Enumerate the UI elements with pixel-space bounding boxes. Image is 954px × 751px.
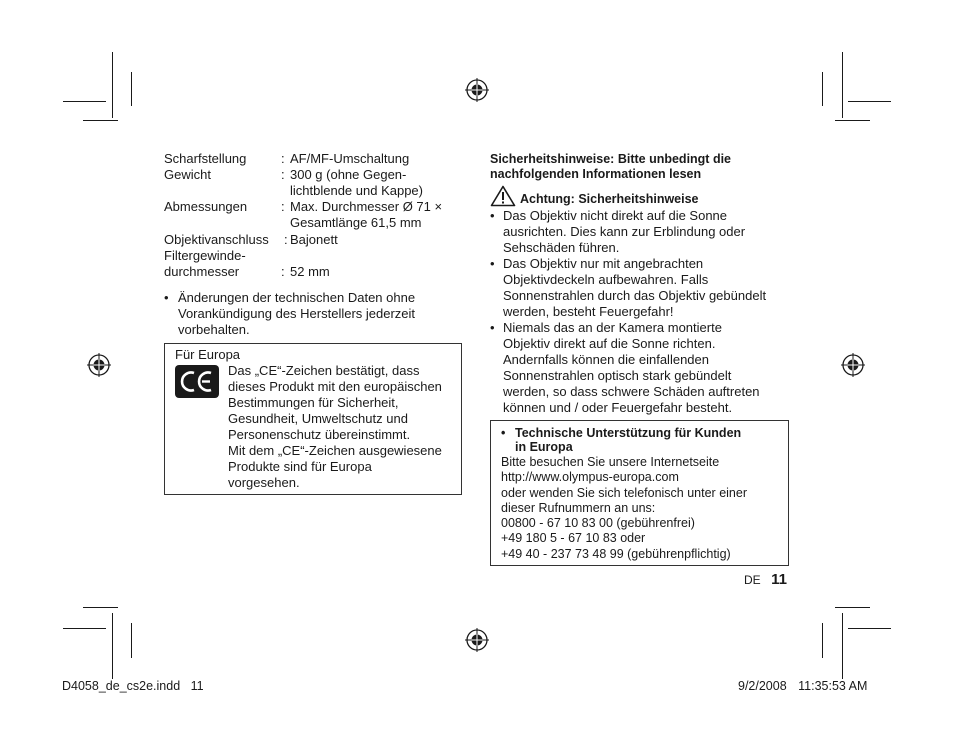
safety-item: [490, 256, 790, 320]
safety-line: Objektiv direkt auf die Sonne richten.: [503, 336, 716, 351]
ce-logo-graphic: [175, 365, 219, 398]
spec-label-line: durchmesser: [164, 264, 240, 279]
safety-line: können und / oder Feuergefahr besteht.: [503, 400, 733, 415]
safety-line: Sonnenstrahlen optisch stark gebündelt: [503, 368, 732, 383]
spec-label: Scharfstellung: [164, 151, 247, 166]
ce-text-line: Gesundheit, Umweltschutz und: [228, 411, 408, 426]
ce-text-line: Mit dem „CE“-Zeichen ausgewiesene: [228, 443, 442, 458]
ce-text-line: dieses Produkt mit den europäischen: [228, 379, 442, 394]
registration-mark-icon: [841, 353, 865, 377]
ce-logo-icon: [175, 365, 219, 398]
spec-value-line: Bajonett: [290, 232, 338, 247]
spec-colon: :: [281, 167, 285, 182]
spec-value: [290, 167, 466, 199]
support-line: Bitte besuchen Sie unsere Internetseite: [501, 455, 720, 469]
safety-line: Das Objektiv nur mit angebrachten: [503, 256, 704, 271]
spec-label-line: Filtergewinde-: [164, 248, 246, 263]
safety-item: [490, 320, 790, 416]
caution-label: Achtung: Sicherheitshinweise: [520, 192, 699, 206]
spec-label: Objektivanschluss: [164, 232, 269, 247]
spec-label: [164, 248, 246, 280]
note-line: Änderungen der technischen Daten ohne: [178, 290, 416, 305]
safety-heading-line: Sicherheitshinweise: Bitte unbedingt die: [490, 152, 732, 166]
safety-heading-line: nachfolgenden Informationen lesen: [490, 167, 702, 181]
crop-mark: [835, 607, 870, 608]
crop-mark: [842, 52, 843, 118]
crop-mark: [131, 623, 132, 658]
support-heading: [501, 426, 781, 454]
support-box: [490, 420, 789, 566]
ce-text-line: vorgesehen.: [228, 475, 300, 490]
safety-line: Sehschäden führen.: [503, 240, 620, 255]
crop-mark: [822, 72, 823, 106]
bullet: •: [501, 426, 506, 440]
spec-colon: :: [281, 199, 285, 214]
footer-file: D4058_de_cs2e.indd 11: [62, 679, 204, 693]
safety-line: Andernfalls können die einfallenden: [503, 352, 709, 367]
ce-text-line: Das „CE“-Zeichen bestätigt, dass: [228, 363, 420, 378]
ce-text-line: Bestimmungen für Sicherheit,: [228, 395, 399, 410]
safety-line: werden, so dass schwere Schäden auftreten: [503, 384, 760, 399]
safety-line: Sonnenstrahlen durch das Objektiv gebündelt: [503, 288, 767, 303]
spec-note: [164, 290, 454, 338]
safety-line: Niemals das an der Kamera montierte: [503, 320, 722, 335]
safety-heading: [490, 152, 790, 182]
spec-colon: :: [281, 264, 285, 279]
spec-colon: :: [281, 151, 285, 166]
page-label: [744, 571, 787, 589]
ce-text-line: Produkte sind für Europa: [228, 459, 372, 474]
safety-line: werden, besteht Feuergefahr!: [503, 304, 674, 319]
crop-mark: [848, 628, 891, 629]
safety-item: [490, 208, 790, 256]
registration-mark-icon: [465, 628, 489, 652]
spec-value: [290, 264, 466, 280]
spec-colon: :: [284, 232, 288, 247]
spec-value-line: Gesamtlänge 61,5 mm: [290, 215, 422, 230]
bullet: •: [490, 256, 495, 271]
safety-line: Das Objektiv nicht direkt auf die Sonne: [503, 208, 728, 223]
crop-mark: [63, 628, 106, 629]
crop-mark: [83, 607, 118, 608]
crop-mark: [835, 120, 870, 121]
spec-value: [290, 151, 466, 167]
ce-notice-box: [164, 343, 462, 495]
spec-value: [290, 232, 466, 248]
page-number: 11: [771, 571, 787, 588]
safety-line: ausrichten. Dies kann zur Erblindung oder: [503, 224, 746, 239]
crop-mark: [63, 101, 106, 102]
spec-value-line: AF/MF-Umschaltung: [290, 151, 410, 166]
spec-value-line: 300 g (ohne Gegen-: [290, 167, 407, 182]
registration-mark-icon: [465, 78, 489, 102]
support-phone: +49 180 5 - 67 10 83 oder: [501, 531, 646, 546]
note-line: vorbehalten.: [178, 322, 250, 337]
crop-mark: [848, 101, 891, 102]
spec-value-line: Max. Durchmesser Ø 71 ×: [290, 199, 443, 214]
support-line: oder wenden Sie sich telefonisch unter einer: [501, 485, 747, 500]
footer-date: 9/2/2008: [738, 679, 787, 693]
crop-mark: [842, 613, 843, 679]
spec-label: Gewicht: [164, 167, 211, 182]
bullet: •: [490, 208, 495, 223]
safety-line: Objektivdeckeln aufbewahren. Falls: [503, 272, 709, 287]
support-phone: 00800 - 67 10 83 00 (gebührenfrei): [501, 516, 695, 531]
bullet: •: [164, 290, 169, 305]
support-line: dieser Rufnummern an uns:: [501, 500, 656, 515]
footer-time: 11:35:53 AM: [798, 679, 868, 693]
support-phone: +49 40 - 237 73 48 99 (gebührenpflichtig): [501, 546, 731, 561]
ce-text-line: Personenschutz übereinstimmt.: [228, 427, 411, 442]
safety-list: [490, 208, 790, 416]
spec-value-line: 52 mm: [290, 264, 330, 279]
spec-value-line: lichtblende und Kappe): [290, 183, 423, 198]
spec-value: [290, 199, 466, 231]
bullet: •: [490, 320, 495, 335]
crop-mark: [112, 52, 113, 118]
support-heading-line: in Europa: [515, 440, 573, 454]
support-url[interactable]: http://www.olympus-europa.com: [501, 470, 679, 485]
crop-mark: [822, 623, 823, 658]
crop-mark: [131, 72, 132, 106]
ce-box-text: [228, 363, 460, 491]
registration-mark-icon: [87, 353, 111, 377]
warning-triangle-icon: [490, 185, 516, 207]
footer-timestamp: [738, 679, 867, 693]
spec-label: Abmessungen: [164, 199, 248, 214]
ce-box-title: Für Europa: [175, 347, 241, 362]
page-lang: DE: [744, 573, 761, 587]
support-text: [501, 455, 786, 562]
support-heading-line: Technische Unterstützung für Kunden: [515, 426, 742, 440]
crop-mark: [112, 613, 113, 679]
note-line: Vorankündigung des Herstellers jederzeit: [178, 306, 416, 321]
crop-mark: [83, 120, 118, 121]
